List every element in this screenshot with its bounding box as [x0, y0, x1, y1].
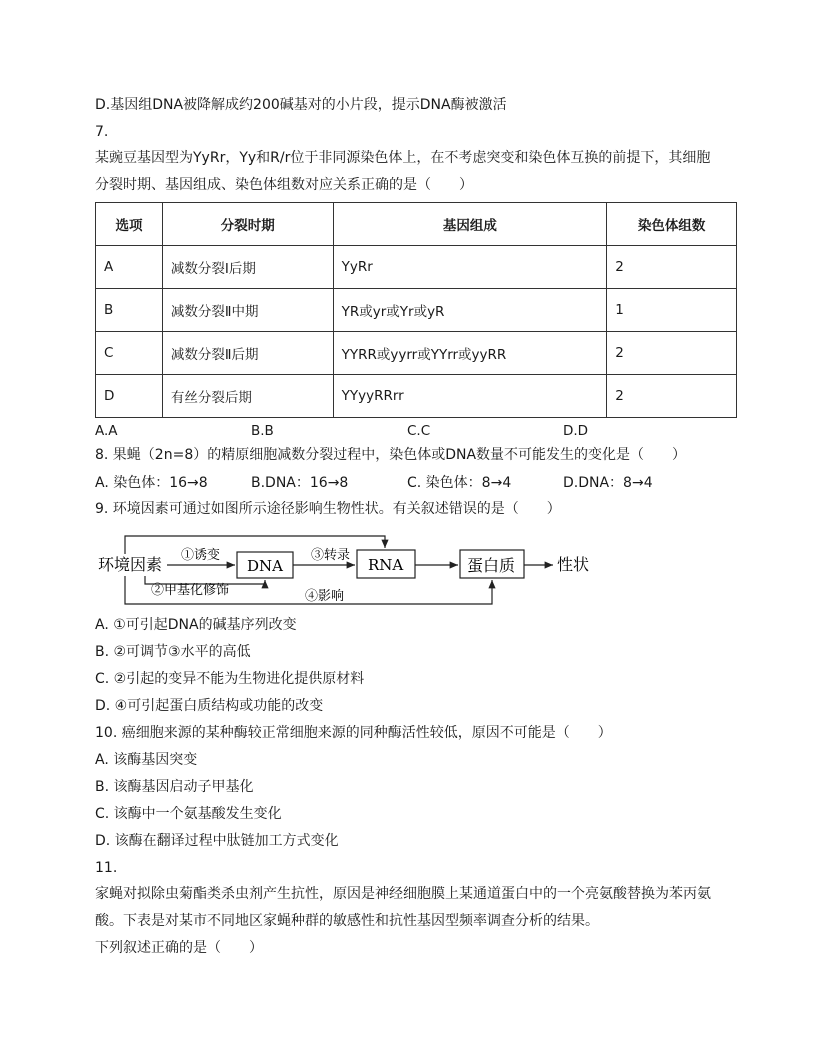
q7-table: [95, 202, 737, 418]
q11-stem-line2: 酸。下表是对某市不同地区家蝇种群的敏感性和抗性基因型频率调查分析的结果。: [95, 913, 599, 929]
q8-stem: 8. 果蝇（2n=8）的精原细胞减数分裂过程中，染色体或DNA数量不可能发生的变化是（ ）: [95, 447, 687, 463]
label-influence: ④影响: [305, 589, 345, 604]
q7-number: 7.: [95, 124, 109, 140]
q10-option-a[interactable]: A. 该酶基因突变: [95, 752, 198, 768]
protein-label: 蛋白质: [467, 556, 516, 575]
label-methylation: ②甲基化修饰: [151, 583, 230, 598]
table-header: 基因组成: [333, 203, 607, 246]
q7-option-c[interactable]: C.C: [407, 423, 431, 439]
q9-stem: 9. 环境因素可通过如图所示途径影响生物性状。有关叙述错误的是（ ）: [95, 501, 561, 517]
table-cell: B: [96, 289, 163, 332]
table-cell: 2: [607, 332, 737, 375]
table-cell: 1: [607, 289, 737, 332]
table-cell: YR或yr或Yr或yR: [333, 289, 607, 332]
label-transcription: ③转录: [311, 548, 351, 563]
trait-label: 性状: [557, 555, 590, 574]
q8-option-c[interactable]: C. 染色体：8→4: [407, 475, 512, 491]
table-header-row: [96, 203, 737, 246]
q8-option-d[interactable]: D.DNA：8→4: [563, 475, 653, 491]
q7-option-a[interactable]: A.A: [95, 423, 118, 439]
q6-option-d: D.基因组DNA被降解成约200碱基对的小片段，提示DNA酶被激活: [95, 97, 507, 113]
q7-option-d[interactable]: D.D: [563, 423, 589, 439]
q8-option-a[interactable]: A. 染色体：16→8: [95, 475, 208, 491]
q9-option-b[interactable]: B. ②可调节③水平的高低: [95, 644, 251, 660]
table-cell: C: [96, 332, 163, 375]
q9-option-c[interactable]: C. ②引起的变异不能为生物进化提供原材料: [95, 671, 365, 687]
q10-stem: 10. 癌细胞来源的某种酶较正常细胞来源的同种酶活性较低，原因不可能是（ ）: [95, 725, 612, 741]
q10-option-c[interactable]: C. 该酶中一个氨基酸发生变化: [95, 806, 282, 822]
rna-label: RNA: [368, 556, 404, 574]
table-cell: 减数分裂Ⅱ后期: [162, 332, 333, 375]
table-cell: A: [96, 246, 163, 289]
q7-options: [95, 423, 695, 441]
table-header: 分裂时期: [162, 203, 333, 246]
table-row: [96, 246, 737, 289]
pathway-diagram: [95, 530, 615, 610]
table-cell: 2: [607, 375, 737, 418]
table-cell: 有丝分裂后期: [162, 375, 333, 418]
env-factor-label: 环境因素: [98, 555, 163, 574]
table-cell: D: [96, 375, 163, 418]
q9-option-d[interactable]: D. ④可引起蛋白质结构或功能的改变: [95, 698, 324, 714]
q10-option-d[interactable]: D. 该酶在翻译过程中肽链加工方式变化: [95, 833, 339, 849]
q11-stem-line3: 下列叙述正确的是（ ）: [95, 940, 263, 956]
table-cell: YyRr: [333, 246, 607, 289]
table-row: [96, 289, 737, 332]
q8-option-b[interactable]: B.DNA：16→8: [251, 475, 349, 491]
q7-stem-line2: 分裂时期、基因组成、染色体组数对应关系正确的是（ ）: [95, 177, 473, 193]
q11-number: 11.: [95, 860, 118, 876]
dna-label: DNA: [247, 557, 283, 575]
table-row: [96, 375, 737, 418]
table-header: 染色体组数: [607, 203, 737, 246]
table-cell: YYyyRRrr: [333, 375, 607, 418]
label-mutagen: ①诱变: [181, 548, 221, 563]
table-cell: 减数分裂Ⅰ后期: [162, 246, 333, 289]
table-cell: 2: [607, 246, 737, 289]
q7-option-b[interactable]: B.B: [251, 423, 274, 439]
q11-stem-line1: 家蝇对拟除虫菊酯类杀虫剂产生抗性，原因是神经细胞膜上某通道蛋白中的一个亮氨酸替换为苯丙氨: [95, 886, 711, 902]
q7-stem-line1: 某豌豆基因型为YyRr，Yy和R/r位于非同源染色体上，在不考虑突变和染色体互换的前提下，其细胞: [95, 150, 711, 166]
table-row: [96, 332, 737, 375]
q8-options: [95, 473, 735, 493]
q9-option-a[interactable]: A. ①可引起DNA的碱基序列改变: [95, 617, 297, 633]
table-header: 选项: [96, 203, 163, 246]
table-cell: 减数分裂Ⅱ中期: [162, 289, 333, 332]
q10-option-b[interactable]: B. 该酶基因启动子甲基化: [95, 779, 254, 795]
table-cell: YYRR或yyrr或YYrr或yyRR: [333, 332, 607, 375]
